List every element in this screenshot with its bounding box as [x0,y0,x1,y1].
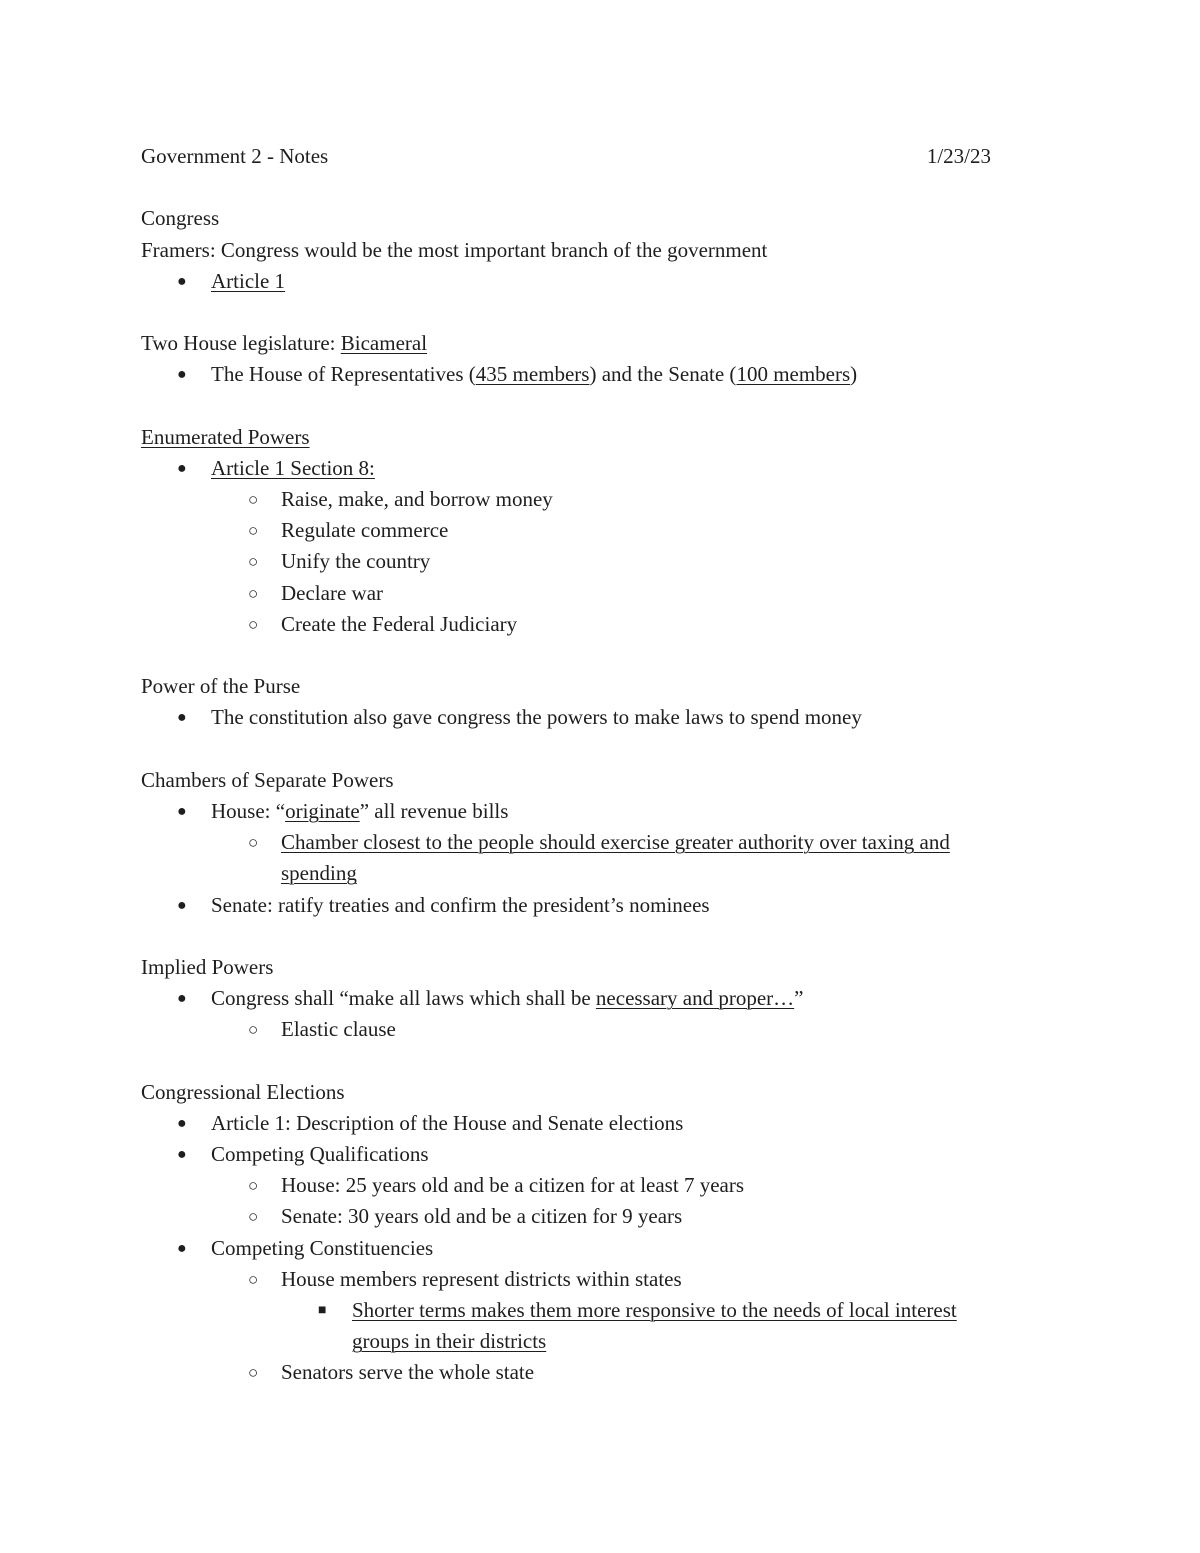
hollow-bullet-icon: ○ [248,1176,259,1196]
house-members-count: 435 members [475,362,590,387]
document-title: Government 2 - Notes [141,144,329,168]
spacer [141,921,1041,952]
senate-text: Senate: ratify treaties and confirm the president’s nominees [211,892,710,917]
implied-suffix: ” [794,986,804,1011]
list-item [141,1139,1041,1170]
power-item: Unify the country [281,549,431,574]
section-heading-implied: Implied Powers [141,954,274,979]
legislature-text [141,328,1041,359]
qual-senate-text: Senate: 30 years old and be a citizen for 9 years [281,1204,683,1229]
list-item [141,1201,1041,1232]
article-section-text: Article 1 Section 8: [211,455,375,480]
elastic-clause-text: Elastic clause [281,1017,396,1042]
legislature-prefix: Two House legislature: [141,331,341,356]
house-senate-text-2: ) and the Senate ( [589,362,737,387]
list-item [141,453,1041,484]
square-bullet-icon: ■ [318,1302,327,1318]
list-item [141,1170,1041,1201]
list-item [141,1014,1041,1045]
hollow-bullet-icon: ○ [248,1020,259,1040]
hollow-bullet-icon: ○ [248,521,259,541]
hollow-bullet-icon: ○ [248,1363,259,1383]
section-heading-enumerated [141,422,1041,453]
house-suffix: ” all revenue bills [359,798,509,823]
list-item [141,266,1041,297]
list-item [141,827,1041,858]
power-item: Raise, make, and borrow money [281,487,553,512]
spacer [141,391,1041,422]
filled-bullet-icon: ● [177,1114,187,1132]
power-item: Declare war [281,580,384,605]
hollow-bullet-icon: ○ [248,614,259,634]
list-item [141,515,1041,546]
list-item [141,1357,1041,1388]
section-heading-chambers: Chambers of Separate Powers [141,767,394,792]
list-item [141,983,1041,1014]
house-senate-text-3: ) [850,362,858,387]
section-heading-elections: Congressional Elections [141,1079,345,1104]
document-date: 1/23/23 [926,144,991,168]
list-item [141,609,1041,640]
filled-bullet-icon: ● [177,1146,187,1163]
filled-bullet-icon: ● [177,896,187,914]
list-item [141,1108,1041,1139]
const-house-text: House members represent districts within states [281,1266,682,1291]
filled-bullet-icon: ● [177,709,187,727]
filled-bullet-icon: ● [177,802,187,820]
enumerated-heading-text: Enumerated Powers [141,424,310,449]
senate-members-count: 100 members [736,362,851,387]
filled-bullet-icon: ● [177,272,187,290]
implied-prefix: Congress shall “make all laws which shall be [211,986,596,1011]
qual-house-text: House: 25 years old and be a citizen for at least 7 years [281,1173,744,1198]
power-item: Regulate commerce [281,518,449,543]
section-heading-congress: Congress [141,206,220,231]
filled-bullet-icon: ● [177,990,187,1008]
hollow-bullet-icon: ○ [248,490,259,510]
const-house-sub-line2: groups in their districts [352,1329,547,1354]
qualifications-text: Competing Qualifications [211,1142,429,1166]
list-item [141,484,1041,515]
hollow-bullet-icon: ○ [248,1207,259,1227]
spacer [141,1045,1041,1076]
spacer [141,640,1041,671]
necessary-proper-term: necessary and proper… [595,986,795,1011]
list-item [141,578,1041,609]
hollow-bullet-icon: ○ [248,1269,259,1289]
filled-bullet-icon: ● [177,1239,187,1257]
hollow-bullet-icon: ○ [248,583,259,603]
list-item-continuation [141,858,1041,889]
power-item: Create the Federal Judiciary [281,611,518,636]
list-item [141,359,1041,390]
list-item [141,796,1041,827]
spacer [141,734,1041,765]
house-prefix: House: “ [211,798,286,823]
document-page [141,141,1041,1389]
const-house-sub-line1: Shorter terms makes them more responsive to the needs of local interest [352,1297,957,1322]
section-heading-purse: Power of the Purse [141,674,301,699]
spacer [141,297,1041,328]
house-sub-text-line2: spending [281,861,357,886]
list-item-continuation [141,1326,1041,1357]
spacer [141,172,1041,203]
hollow-bullet-icon: ○ [248,552,259,572]
list-item [141,1295,1041,1326]
house-sub-text-line1: Chamber closest to the people should exercise greater authority over taxing and [281,830,950,855]
framers-text: Framers: Congress would be the most important branch of the government [141,237,768,262]
const-senate-text: Senators serve the whole state [281,1360,535,1385]
elections-article-text: Article 1: Description of the House and Senate elections [211,1110,684,1135]
article-1-link-text: Article 1 [211,268,286,293]
filled-bullet-icon: ● [177,459,187,477]
hollow-bullet-icon: ○ [248,833,259,853]
originate-term: originate [285,798,360,823]
purse-item-text: The constitution also gave congress the powers to make laws to spend money [211,705,862,730]
list-item [141,702,1041,733]
house-senate-text-1: The House of Representatives ( [211,362,476,387]
constituencies-text: Competing Constituencies [211,1235,434,1260]
filled-bullet-icon: ● [177,366,187,384]
list-item [141,546,1041,577]
bicameral-term: Bicameral [340,331,428,356]
list-item [141,1233,1041,1264]
header-row [141,141,991,172]
list-item [141,1264,1041,1295]
list-item [141,890,1041,921]
